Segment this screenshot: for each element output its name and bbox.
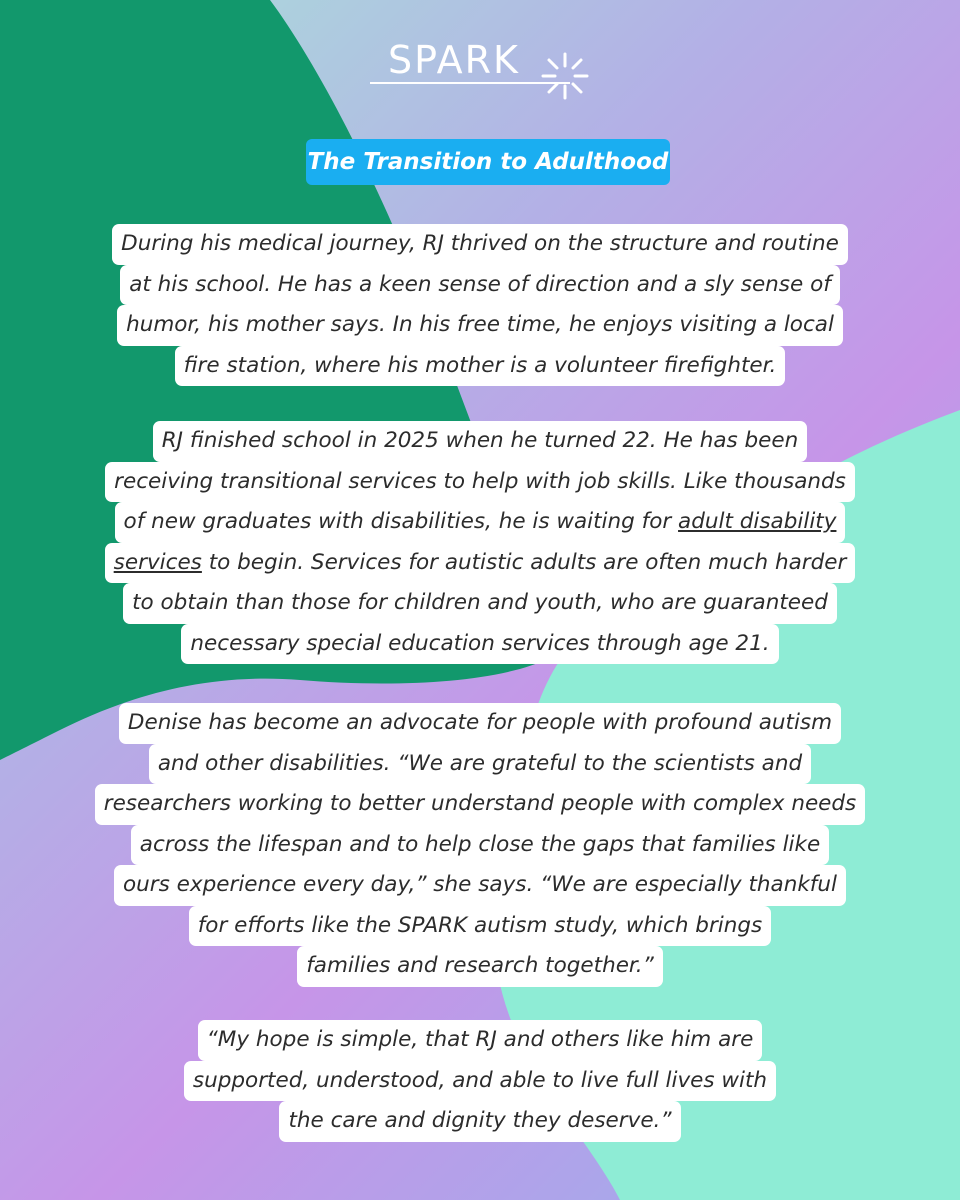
paragraph-line [115,502,846,543]
sparkle-icon [535,46,595,106]
paragraph-line: to obtain than those for children and youth, who are guaranteed [123,583,837,624]
paragraph-line: necessary special education services through age 21. [181,624,778,665]
adult-disability-services-link-cont[interactable]: services [113,549,202,575]
paragraph-line: and other disabilities. “We are grateful to the scientists and [149,744,811,785]
paragraph-line: across the lifespan and to help close the gaps that families like [131,825,829,866]
paragraph-line: fire station, where his mother is a volunteer firefighter. [175,346,786,387]
paragraph-text: of new graduates with disabilities, he is waiting for [123,509,679,534]
adult-disability-services-link[interactable]: adult disability [678,509,837,534]
paragraph-4-quote [0,1020,960,1142]
paragraph-line: humor, his mother says. In his free time, he enjoys visiting a local [117,305,843,346]
paragraph-1 [0,224,960,386]
paragraph-line: researchers working to better understand people with complex needs [95,784,866,825]
section-heading [306,139,670,185]
paragraph-line: During his medical journey, RJ thrived on the structure and routine [112,224,848,265]
spark-logo [370,38,600,108]
paragraph-line: “My hope is simple, that RJ and others like him are [198,1020,763,1061]
heading-text: The Transition to Adulthood [307,149,669,175]
paragraph-line: ours experience every day,” she says. “We are especially thankful [114,865,846,906]
paragraph-line: RJ finished school in 2025 when he turned 22. He has been [153,421,808,462]
paragraph-line: for efforts like the SPARK autism study, which brings [189,906,772,947]
paragraph-line: supported, understood, and able to live full lives with [184,1061,776,1102]
paragraph-2 [0,421,960,664]
paragraph-line: receiving transitional services to help with job skills. Like thousands [105,462,855,503]
paragraph-line: at his school. He has a keen sense of direction and a sly sense of [120,265,840,306]
paragraph-3 [0,703,960,987]
paragraph-line [105,543,856,584]
paragraph-line: families and research together.” [297,946,663,987]
logo-wordmark: SPARK [388,38,520,82]
paragraph-line: the care and dignity they deserve.” [279,1101,680,1142]
paragraph-line: Denise has become an advocate for people with profound autism [119,703,841,744]
paragraph-text: to begin. Services for autistic adults are often much harder [201,549,847,575]
